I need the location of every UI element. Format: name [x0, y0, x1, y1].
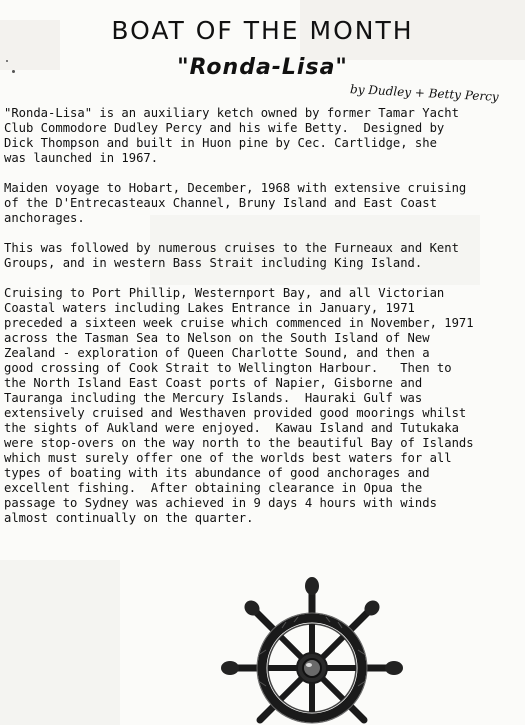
- handwritten-byline: by Dudley + Betty Percy: [349, 82, 500, 104]
- bleed-through-shade: [0, 560, 120, 725]
- boat-name-subtitle: "Ronda-Lisa": [177, 55, 348, 80]
- paragraph-new-zealand-cruise: Cruising to Port Phillip, Westernport Bay, and all Victorian Coastal waters including Lakes Entrance in January, 1971 preceded a sixteen week cruise which commenced in November, 1971 across the Tasman Sea to Nelson on the South Island of New Zealand - exploration of Queen Charlotte Sound, and then a good crossing of Cook Strait to Wellington Harbour. Then to the North Island East Coast ports of Napier, Gisborne and Tauranga including the Mercury Islands. Hauraki Gulf was extensively cruised and Westhaven provided good moorings whilst the sights of Aukland were enjoyed. Kawau Island and Tutukaka were stop-overs on the way north to the beautiful Bay of Islands which must surely offer one of the worlds best waters for all types of boating with its abundance of good anchorages and excellent fishing. After obtaining clearance in Opua the passage to Sydney was achieved in 9 days 4 hours with winds almost continually on the quarter.: [4, 286, 474, 525]
- article-title: BOAT OF THE MONTH: [111, 16, 414, 45]
- paragraph-intro: "Ronda-Lisa" is an auxiliary ketch owned by former Tamar Yacht Club Commodore Dudley Percy and his wife Betty. Designed by Dick Thompson and built in Huon pine by Cec. Cartlidge, she was launched in 1967.: [4, 106, 459, 165]
- paragraph-maiden-voyage: Maiden voyage to Hobart, December, 1968 with extensive cruising of the D'Entrecasteaux Channel, Bruny Island and East Coast anchorages.: [4, 181, 467, 225]
- ships-wheel-icon: [220, 575, 405, 725]
- article-body: [4, 106, 521, 541]
- paragraph-bass-strait: This was followed by numerous cruises to the Furneaux and Kent Groups, and in western Bass Strait including King Island.: [4, 241, 459, 270]
